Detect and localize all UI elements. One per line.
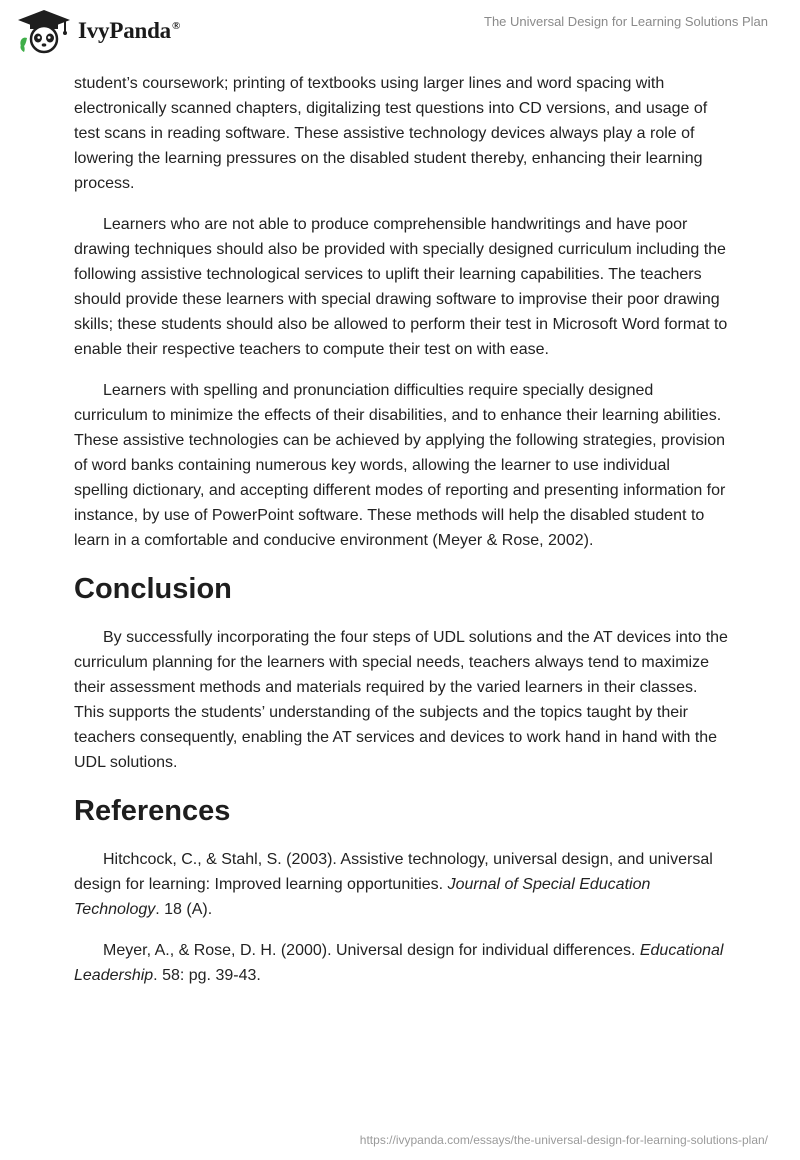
document-title: The Universal Design for Learning Solutions Plan xyxy=(484,14,768,29)
paragraph-handwriting: Learners who are not able to produce comprehensible handwritings and have poor drawing techniques should also be provided with specially designed curriculum including the following assistive technological services to uplift their learning capabilities. The teachers should provide these learners with special drawing software to improvise their poor drawing skills; these students should also be allowed to perform their test in Microsoft Word format to enable their respective teachers to compute their test on with ease. xyxy=(74,216,728,358)
conclusion-heading: Conclusion xyxy=(74,573,232,605)
essay-body xyxy=(74,71,728,1004)
page-header xyxy=(0,0,800,68)
reference-item xyxy=(74,847,728,922)
registered-mark: ® xyxy=(171,20,181,33)
reference-text: Meyer, A., & Rose, D. H. (2000). Universal design for individual differences. xyxy=(103,942,640,959)
brand-name: IvyPanda® xyxy=(78,18,181,43)
paragraph-continued: student’s coursework; printing of textbooks using larger lines and word spacing with electronically scanned chapters, digitalizing test questions into CD versions, and usage of test scans in reading software. These assistive technology devices always play a role of lowering the learning pressures on the disabled student thereby, enhancing their learning process. xyxy=(74,75,708,192)
reference-journal: Journal of Special Education Technology xyxy=(74,876,651,918)
reference-text: Hitchcock, C., & Stahl, S. (2003). Assistive technology, universal design, and universal design for learning: Improved learning opportunities. xyxy=(74,851,713,893)
panda-graduate-icon xyxy=(16,8,72,54)
reference-details: . 58: pg. 39-43. xyxy=(153,967,261,984)
references-heading: References xyxy=(74,795,231,827)
conclusion-paragraph: By successfully incorporating the four steps of UDL solutions and the AT devices into the curriculum planning for the learners with special needs, teachers always tend to maximize their assessment methods and materials required by the varied learners in their classes. This supports the students’ understanding of the subjects and the topics taught by their teachers consequently, enabling the AT services and devices to work hand in hand with the UDL solutions. xyxy=(74,629,728,771)
reference-details: . 18 (A). xyxy=(155,901,213,918)
reference-journal: Educational Leadership xyxy=(74,942,724,984)
source-url[interactable]: https://ivypanda.com/essays/the-universal-design-for-learning-solutions-plan/ xyxy=(359,1133,768,1147)
reference-item xyxy=(74,938,728,988)
paragraph-spelling: Learners with spelling and pronunciation difficulties require specially designed curriculum to minimize the effects of their disabilities, and to enhance their learning abilities. These assistive technologies can be achieved by applying the following strategies, provision of word banks containing numerous key words, allowing the learner to use individual spelling dictionary, and accepting different modes of reporting and presenting information for instance, by use of PowerPoint software. These methods will help the disabled student to learn in a comfortable and conducive environment (Meyer & Rose, 2002). xyxy=(74,382,726,549)
ivypanda-logo[interactable] xyxy=(16,8,180,54)
